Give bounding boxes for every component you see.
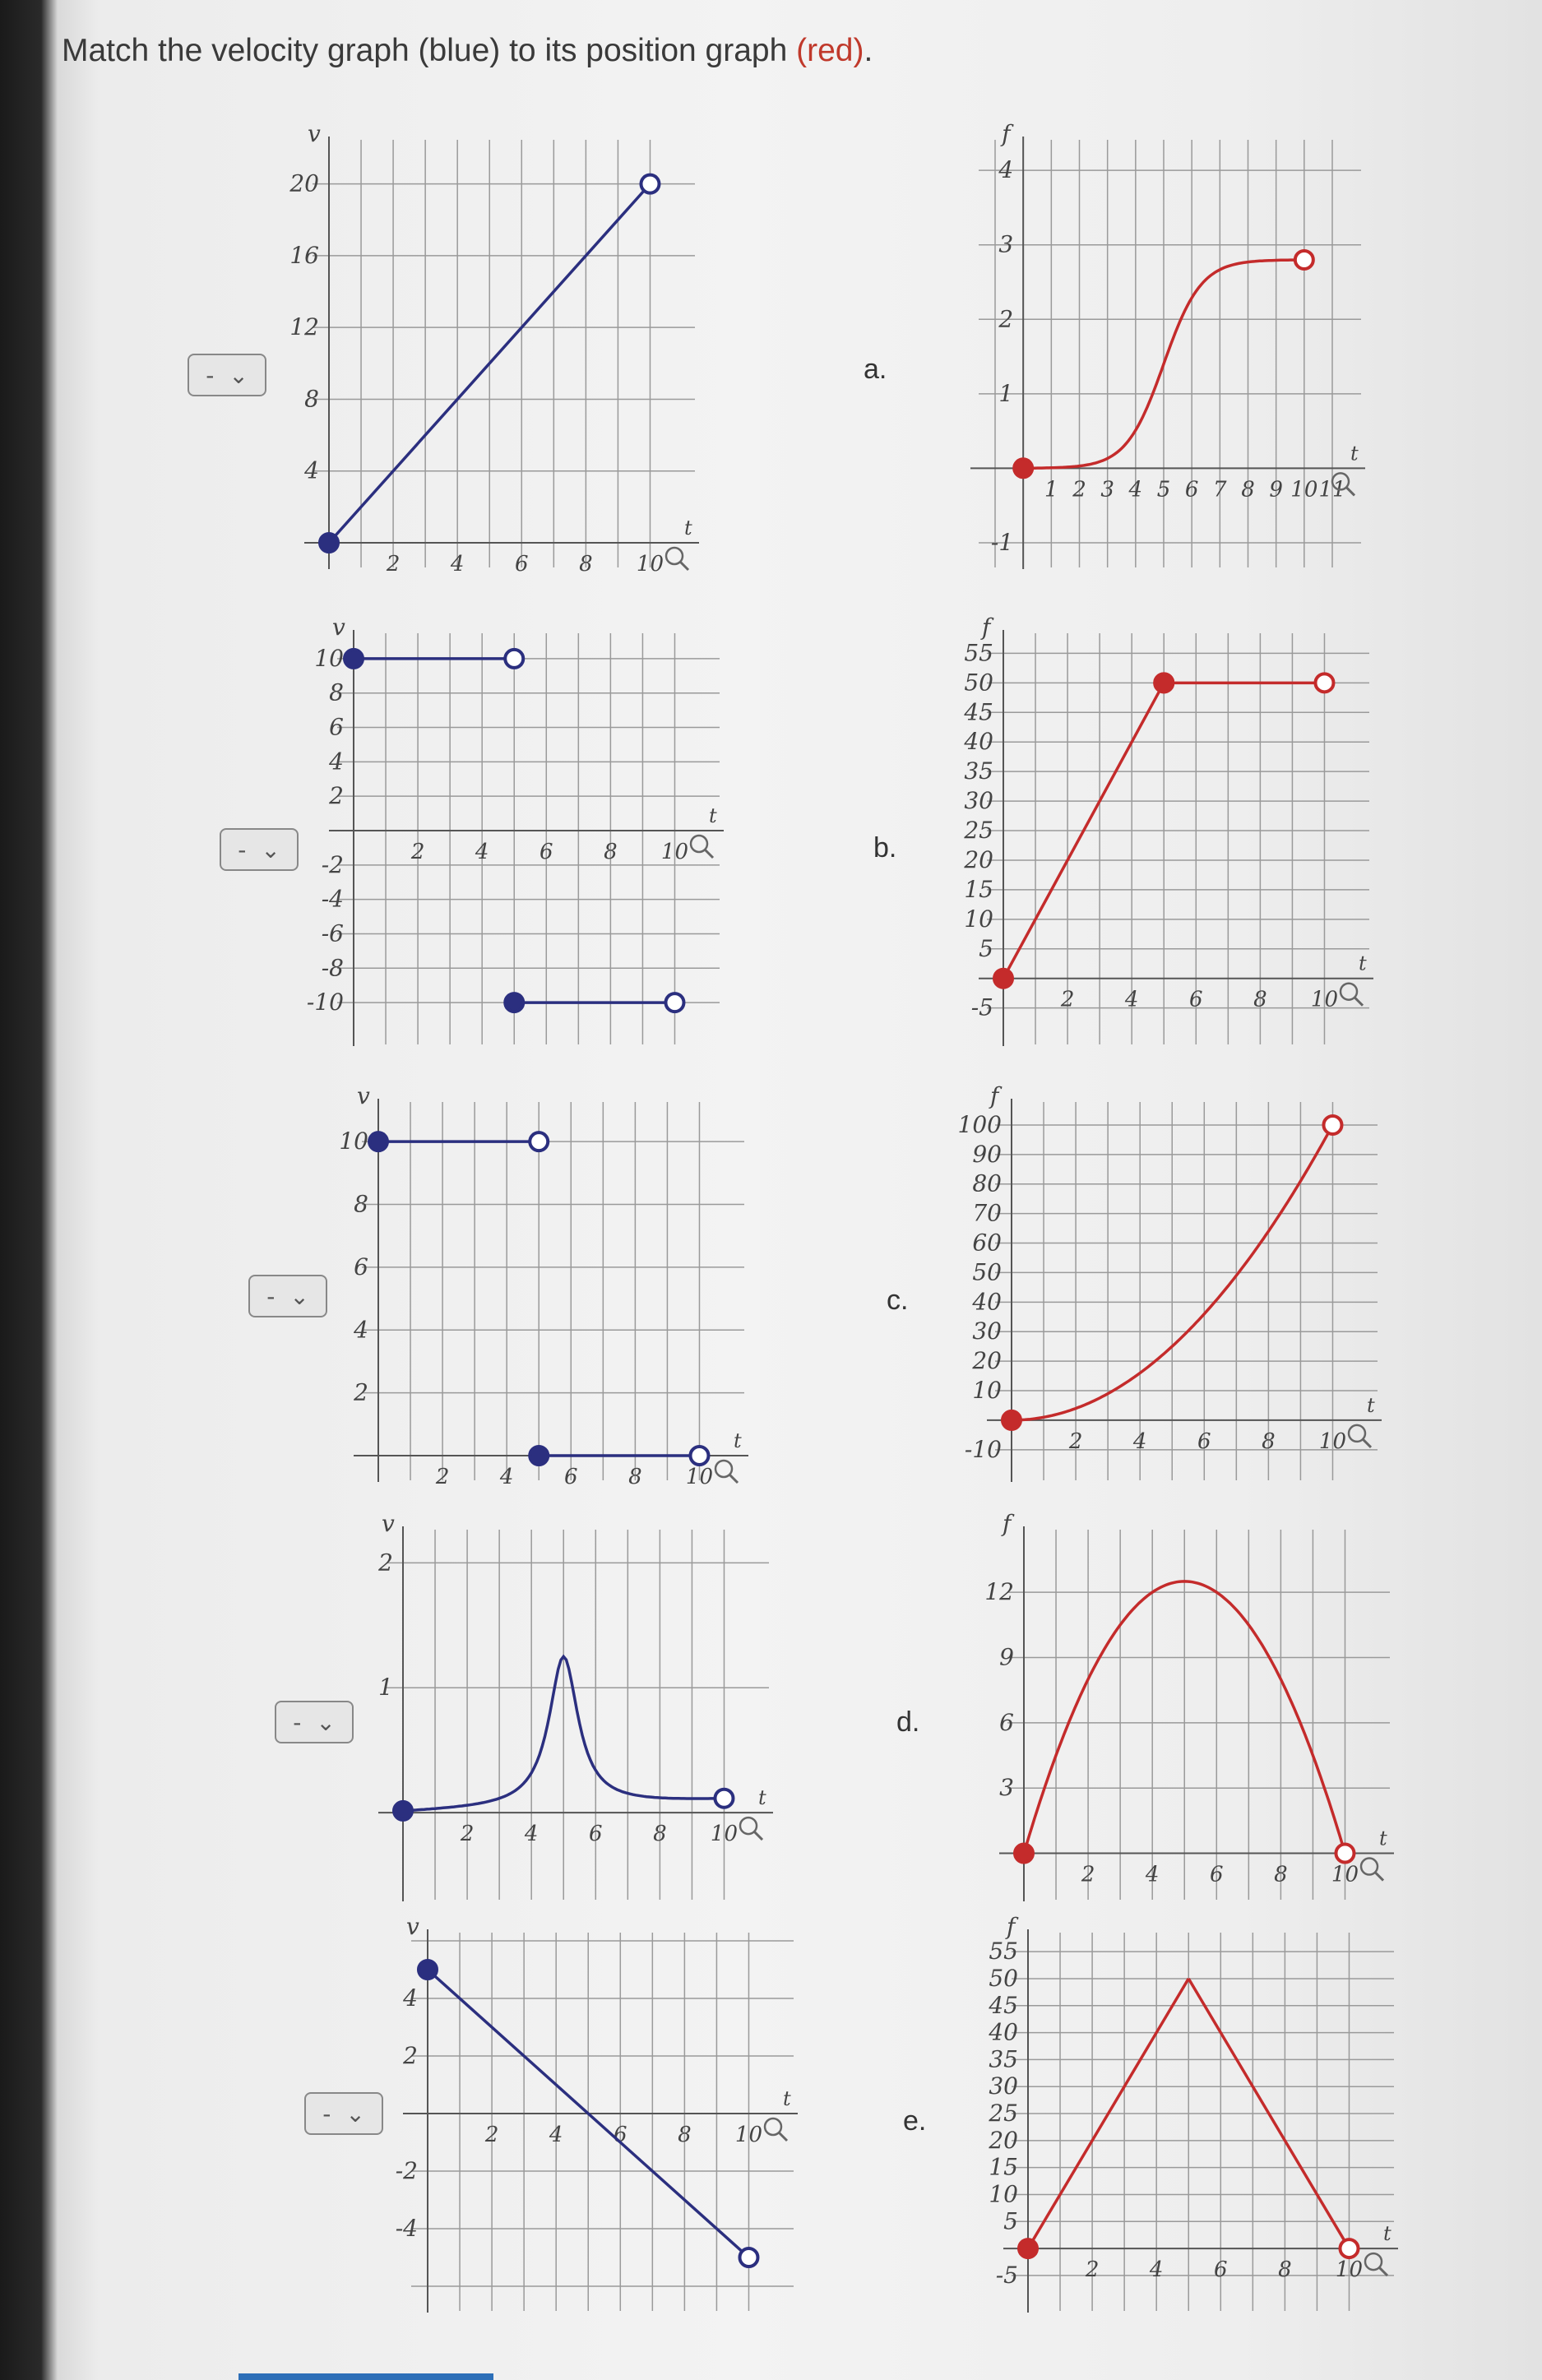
match-select-2[interactable] (220, 828, 299, 871)
y-tick-label: -10 (964, 1435, 1002, 1463)
x-tick-label: 10 (636, 552, 664, 576)
x-tick-label: 4 (499, 1465, 514, 1489)
x-tick-label: 4 (475, 840, 489, 864)
y-tick-label: 20 (964, 845, 993, 873)
velocity-graph-2 (296, 614, 724, 1053)
match-select-3[interactable] (248, 1275, 327, 1317)
prompt-period: . (864, 33, 873, 68)
graph-svg (321, 1082, 748, 1489)
y-axis-label: f (1007, 1913, 1016, 1940)
select-value: - (206, 361, 215, 389)
y-tick-label: -10 (306, 989, 344, 1016)
x-tick-label: 6 (589, 1822, 603, 1847)
position-graph-b (946, 614, 1373, 1053)
x-tick-label: 6 (1210, 1862, 1224, 1887)
x-tick-label: 2 (435, 1465, 450, 1489)
y-tick-label: 10 (972, 1377, 1002, 1405)
x-tick-label: 2 (484, 2123, 499, 2147)
y-tick-label: -2 (321, 850, 344, 878)
closed-endpoint (1019, 2239, 1037, 2257)
position-graph-a (938, 120, 1365, 576)
magnifier-icon[interactable] (1365, 2253, 1387, 2276)
y-tick-label: 4 (304, 456, 319, 484)
velocity-graph-5 (370, 1913, 798, 2319)
y-tick-label: 55 (989, 1938, 1018, 1966)
y-tick-label: 16 (289, 241, 319, 269)
x-tick-label: 8 (604, 840, 618, 864)
magnifier-icon[interactable] (1341, 984, 1363, 1006)
y-tick-label: 15 (989, 2153, 1018, 2181)
closed-endpoint (1155, 674, 1173, 692)
closed-endpoint (1003, 1411, 1021, 1429)
y-tick-label: 5 (979, 934, 993, 962)
magnifier-icon[interactable] (691, 836, 713, 858)
x-tick-label: 8 (628, 1465, 642, 1489)
y-tick-label: 70 (972, 1199, 1002, 1227)
y-tick-label: 50 (989, 1964, 1018, 1992)
closed-endpoint (419, 1961, 437, 1979)
y-tick-label: 100 (957, 1110, 1002, 1138)
velocity-graph-3 (321, 1082, 748, 1489)
open-endpoint (530, 1132, 548, 1151)
x-tick-label: 3 (1100, 477, 1114, 502)
x-tick-label: 6 (1189, 987, 1203, 1012)
x-tick-label: 10 (1290, 477, 1318, 502)
x-tick-label: 8 (579, 552, 593, 576)
y-tick-label: 25 (964, 817, 993, 844)
closed-endpoint (394, 1802, 412, 1820)
closed-endpoint (1015, 1845, 1033, 1863)
y-tick-label: 4 (354, 1316, 368, 1344)
x-tick-label: 8 (1262, 1428, 1276, 1454)
option-letter-a: a. (864, 354, 887, 385)
y-tick-label: 60 (972, 1229, 1002, 1257)
open-endpoint (1315, 674, 1333, 692)
x-tick-label: 10 (1310, 987, 1339, 1012)
closed-endpoint (505, 993, 523, 1012)
graph-svg (970, 1913, 1398, 2319)
velocity-graph-1 (271, 120, 699, 576)
x-tick-label: 8 (1274, 1862, 1288, 1887)
closed-endpoint (530, 1447, 548, 1465)
x-tick-label: 10 (734, 2123, 763, 2147)
open-endpoint (739, 2248, 757, 2267)
x-axis-label: t (758, 1786, 766, 1810)
y-axis-label: v (308, 120, 321, 147)
x-tick-label: 4 (1124, 987, 1139, 1012)
y-tick-label: 40 (972, 1288, 1002, 1316)
x-tick-label: 2 (410, 840, 425, 864)
x-tick-label: 6 (1214, 2257, 1228, 2283)
graph-svg (271, 120, 699, 576)
open-endpoint (1323, 1116, 1341, 1134)
position-graph-d (966, 1510, 1394, 1908)
match-select-4[interactable] (275, 1701, 354, 1743)
y-tick-label: 10 (339, 1127, 368, 1155)
y-tick-label: -4 (395, 2215, 418, 2242)
select-value: - (266, 1282, 276, 1310)
x-tick-label: 6 (539, 840, 553, 864)
x-tick-label: 8 (678, 2123, 692, 2147)
y-tick-label: 6 (354, 1253, 368, 1280)
y-tick-label: 45 (989, 1991, 1018, 2019)
y-axis-label: v (332, 614, 345, 641)
y-tick-label: 90 (972, 1140, 1002, 1168)
x-tick-label: 2 (1085, 2257, 1100, 2283)
y-tick-label: -5 (995, 2261, 1018, 2289)
y-tick-label: -2 (395, 2157, 418, 2184)
graph-svg (296, 614, 724, 1053)
x-tick-label: 10 (685, 1465, 714, 1489)
y-tick-label: 6 (329, 713, 344, 741)
open-endpoint (690, 1447, 708, 1465)
y-tick-label: 45 (964, 698, 993, 726)
x-tick-label: 4 (1128, 477, 1143, 502)
open-endpoint (641, 175, 659, 193)
prompt-text: Match the velocity graph (blue) to its position graph (62, 33, 797, 68)
x-axis-label: t (1359, 952, 1367, 975)
option-letter-d: d. (896, 1706, 920, 1738)
y-tick-label: 4 (403, 1984, 418, 2012)
x-axis-label: t (734, 1429, 742, 1452)
y-tick-label: 20 (972, 1347, 1002, 1375)
y-tick-label: 3 (999, 1774, 1014, 1802)
chevron-down-icon: ⌄ (229, 361, 248, 389)
x-tick-label: 11 (1318, 477, 1346, 502)
x-tick-label: 4 (1145, 1862, 1160, 1887)
x-tick-label: 6 (1184, 477, 1199, 502)
y-tick-label: 30 (972, 1317, 1002, 1345)
option-letter-e: e. (903, 2105, 927, 2137)
x-axis-label: t (1350, 442, 1359, 465)
closed-endpoint (320, 534, 338, 552)
x-tick-label: 2 (1068, 1428, 1083, 1454)
y-axis-label: f (1003, 1510, 1012, 1537)
x-tick-label: 10 (1318, 1428, 1347, 1454)
x-tick-label: 5 (1156, 477, 1171, 502)
graph-svg (370, 1913, 798, 2319)
x-axis-label: t (1383, 2222, 1392, 2246)
y-axis-label: f (1002, 120, 1011, 147)
x-tick-label: 10 (1335, 2257, 1364, 2283)
graph-svg (938, 120, 1365, 576)
y-axis-label: f (982, 614, 991, 641)
magnifier-icon[interactable] (715, 1461, 738, 1483)
y-tick-label: 40 (964, 728, 993, 756)
y-axis-label: v (382, 1510, 395, 1537)
x-tick-label: 10 (710, 1822, 739, 1847)
position-graph-e (970, 1913, 1398, 2319)
x-tick-label: 7 (1213, 477, 1227, 502)
y-tick-label: 2 (329, 782, 344, 810)
x-tick-label: 8 (1278, 2257, 1292, 2283)
y-tick-label: 30 (989, 2072, 1018, 2100)
y-tick-label: 40 (989, 2018, 1018, 2046)
x-axis-label: t (783, 2087, 791, 2110)
y-tick-label: 35 (964, 757, 993, 785)
chevron-down-icon: ⌄ (345, 2100, 365, 2128)
y-tick-label: 55 (964, 639, 993, 667)
closed-endpoint (1014, 459, 1032, 477)
y-tick-label: 25 (989, 2100, 1018, 2127)
velocity-graph-4 (345, 1510, 773, 1908)
graph-svg (946, 614, 1373, 1053)
select-value: - (238, 836, 247, 864)
x-tick-label: 8 (1241, 477, 1255, 502)
closed-endpoint (345, 650, 363, 668)
select-value: - (322, 2100, 331, 2128)
y-tick-label: 10 (964, 905, 993, 933)
y-tick-label: 80 (972, 1169, 1002, 1197)
y-tick-label: -4 (321, 885, 344, 913)
chevron-down-icon: ⌄ (289, 1282, 309, 1310)
x-tick-label: 10 (660, 840, 689, 864)
y-axis-label: f (990, 1082, 999, 1109)
x-axis-label: t (1379, 1827, 1387, 1850)
graph-svg (966, 1510, 1394, 1908)
y-tick-label: -5 (970, 993, 993, 1021)
closed-endpoint (994, 970, 1012, 988)
x-tick-label: 4 (524, 1822, 539, 1847)
y-tick-label: 20 (989, 2126, 1018, 2154)
y-tick-label: 10 (989, 2180, 1018, 2208)
x-tick-label: 6 (564, 1465, 578, 1489)
y-tick-label: 8 (329, 678, 344, 706)
y-tick-label: 2 (354, 1378, 368, 1406)
y-tick-label: 4 (998, 156, 1014, 184)
x-tick-label: 6 (1197, 1428, 1211, 1454)
magnifier-icon[interactable] (740, 1817, 762, 1840)
y-tick-label: 8 (354, 1190, 368, 1218)
magnifier-icon[interactable] (1361, 1859, 1383, 1881)
select-value: - (293, 1708, 302, 1736)
x-tick-label: 9 (1269, 477, 1283, 502)
open-endpoint (1340, 2239, 1358, 2257)
chevron-down-icon: ⌄ (261, 836, 280, 864)
y-tick-label: 3 (998, 230, 1014, 258)
y-tick-label: 8 (304, 385, 319, 413)
x-tick-label: 2 (386, 552, 401, 576)
magnifier-icon[interactable] (765, 2118, 787, 2141)
open-endpoint (1336, 1845, 1354, 1863)
y-tick-label: 50 (964, 669, 993, 697)
y-tick-label: 30 (964, 787, 993, 815)
x-tick-label: 8 (1253, 987, 1267, 1012)
option-letter-b: b. (873, 832, 897, 864)
x-tick-label: 1 (1044, 477, 1058, 502)
y-tick-label: 6 (999, 1708, 1014, 1736)
x-tick-label: 4 (1132, 1428, 1147, 1454)
y-tick-label: 20 (289, 169, 319, 197)
y-tick-label: 15 (964, 875, 993, 903)
x-tick-label: 8 (653, 1822, 667, 1847)
x-tick-label: 2 (1060, 987, 1075, 1012)
x-tick-label: 6 (515, 552, 529, 576)
x-tick-label: 4 (450, 552, 465, 576)
magnifier-icon[interactable] (1349, 1425, 1371, 1447)
x-tick-label: 2 (460, 1822, 475, 1847)
x-tick-label: 2 (1072, 477, 1086, 502)
y-tick-label: 2 (998, 305, 1014, 333)
x-axis-label: t (1367, 1393, 1375, 1417)
open-endpoint (505, 650, 523, 668)
footer-bar (238, 2373, 493, 2380)
y-tick-label: 9 (999, 1643, 1014, 1671)
y-tick-label: -1 (990, 529, 1014, 556)
y-tick-label: 50 (972, 1258, 1002, 1286)
x-tick-label: 4 (549, 2123, 563, 2147)
y-tick-label: 10 (314, 644, 344, 672)
y-axis-label: v (357, 1082, 370, 1109)
x-axis-label: t (684, 516, 692, 539)
x-tick-label: 4 (1149, 2257, 1164, 2283)
option-letter-c: c. (887, 1285, 909, 1316)
y-tick-label: -8 (321, 954, 344, 982)
x-tick-label: 6 (614, 2123, 627, 2147)
x-axis-label: t (709, 804, 717, 827)
y-axis-label: v (406, 1913, 419, 1940)
y-tick-label: 12 (984, 1578, 1014, 1606)
y-tick-label: 12 (289, 313, 319, 341)
graph-svg (954, 1082, 1382, 1489)
graph-svg (345, 1510, 773, 1908)
position-graph-c (954, 1082, 1382, 1489)
question-prompt (62, 33, 873, 69)
y-tick-label: 35 (989, 2045, 1018, 2073)
y-tick-label: 5 (1003, 2207, 1018, 2235)
y-tick-label: 2 (378, 1549, 393, 1577)
x-tick-label: 10 (1331, 1862, 1359, 1887)
x-tick-label: 2 (1081, 1862, 1095, 1887)
closed-endpoint (369, 1132, 387, 1151)
y-tick-label: 2 (403, 2042, 418, 2069)
prompt-red-text: (red) (796, 33, 864, 68)
magnifier-icon[interactable] (666, 548, 688, 570)
y-tick-label: 4 (329, 748, 344, 776)
y-tick-label: 1 (378, 1674, 393, 1702)
open-endpoint (665, 993, 683, 1012)
y-tick-label: 1 (998, 379, 1014, 407)
open-endpoint (1295, 251, 1313, 269)
match-select-1[interactable] (188, 354, 266, 396)
y-tick-label: -6 (321, 919, 344, 947)
chevron-down-icon: ⌄ (316, 1708, 336, 1736)
open-endpoint (715, 1790, 733, 1808)
